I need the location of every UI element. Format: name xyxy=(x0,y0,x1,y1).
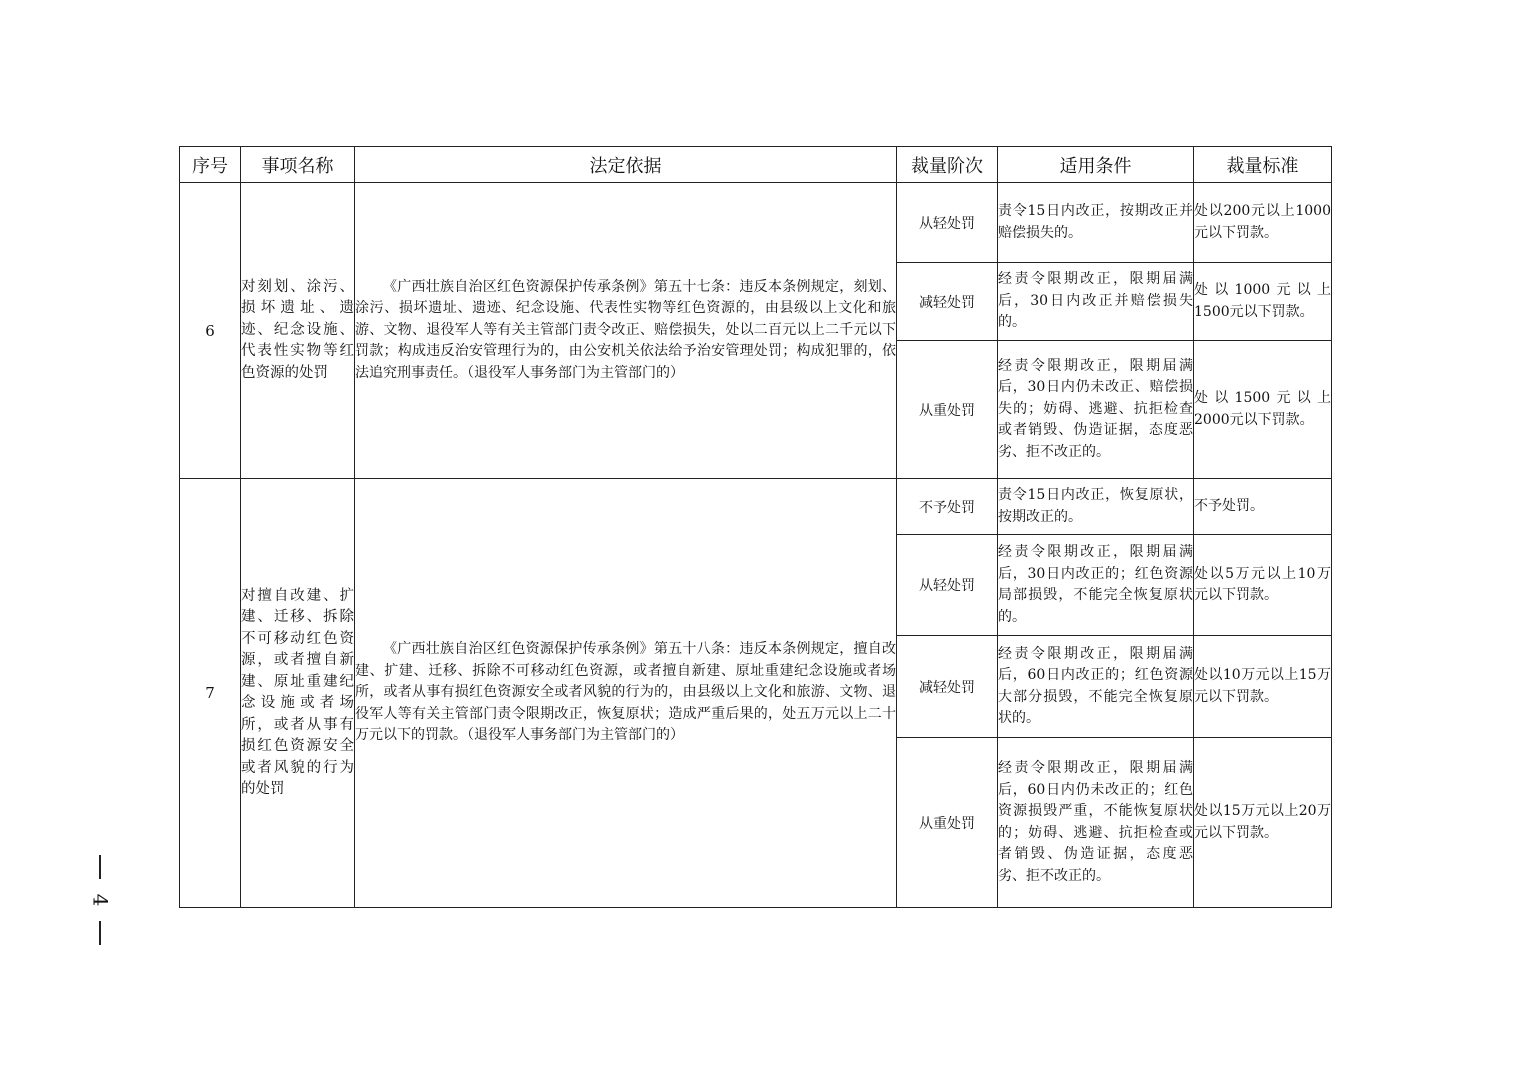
applicable-condition: 经责令限期改正，限期届满后，60日内仍未改正的；红色资源损毁严重，不能恢复原状的；妨碍、逃避、抗拒检查或者销毁、伪造证据，态度恶劣、拒不改正的。 xyxy=(998,738,1194,908)
discretion-standard: 不予处罚。 xyxy=(1194,479,1332,535)
item-seq: 6 xyxy=(180,183,241,479)
legal-basis-text: 《广西壮族自治区红色资源保护传承条例》第五十七条：违反本条例规定，刻划、涂污、损坏遗址、遗迹、纪念设施、代表性实物等红色资源的，由县级以上文化和旅游、文物、退役军人等有关主管部门责令改正、赔偿损失，处以二百元以上二千元以下罚款；构成违反治安管理行为的，由公安机关依法给予治安管理处罚；构成犯罪的，依法追究刑事责任。（退役军人事务部门为主管部门的） xyxy=(355,278,896,381)
table-header-row xyxy=(180,147,1332,183)
header-discretion-level: 裁量阶次 xyxy=(897,147,998,183)
penalty-discretion-table xyxy=(179,146,1332,908)
page-number-text: 4 xyxy=(87,893,112,907)
header-seq: 序号 xyxy=(180,147,241,183)
discretion-standard: 处以1500元以上2000元以下罚款。 xyxy=(1194,341,1332,479)
header-discretion-standard: 裁量标准 xyxy=(1194,147,1332,183)
header-applicable-conditions: 适用条件 xyxy=(998,147,1194,183)
header-legal-basis: 法定依据 xyxy=(355,147,897,183)
header-item-name: 事项名称 xyxy=(241,147,355,183)
item-legal-basis xyxy=(355,183,897,479)
table-row xyxy=(180,183,1332,263)
discretion-standard: 处以10万元以上15万元以下罚款。 xyxy=(1194,636,1332,738)
discretion-standard: 处以15万元以上20万元以下罚款。 xyxy=(1194,738,1332,908)
item-name: 对刻划、涂污、损坏遗址、遗迹、纪念设施、代表性实物等红色资源的处罚 xyxy=(241,183,355,479)
discretion-level: 从重处罚 xyxy=(897,738,998,908)
page-number xyxy=(82,855,118,945)
page-number-dash-bottom xyxy=(99,921,101,945)
discretion-level: 从轻处罚 xyxy=(897,183,998,263)
applicable-condition: 经责令限期改正，限期届满后，30日内改正的；红色资源局部损毁，不能完全恢复原状的。 xyxy=(998,535,1194,636)
discretion-level: 不予处罚 xyxy=(897,479,998,535)
discretion-level: 减轻处罚 xyxy=(897,636,998,738)
applicable-condition: 经责令限期改正，限期届满后，30日内仍未改正、赔偿损失的；妨碍、逃避、抗拒检查或者销毁、伪造证据，态度恶劣、拒不改正的。 xyxy=(998,341,1194,479)
applicable-condition: 经责令限期改正，限期届满后，30日内改正并赔偿损失的。 xyxy=(998,263,1194,341)
item-name: 对擅自改建、扩建、迁移、拆除不可移动红色资源，或者擅自新建、原址重建纪念设施或者场所，或者从事有损红色资源安全或者风貌的行为的处罚 xyxy=(241,479,355,908)
item-seq: 7 xyxy=(180,479,241,908)
legal-basis-text: 《广西壮族自治区红色资源保护传承条例》第五十八条：违反本条例规定，擅自改建、扩建、迁移、拆除不可移动红色资源，或者擅自新建、原址重建纪念设施或者场所，或者从事有损红色资源安全或者风貌的行为的，由县级以上文化和旅游、文物、退役军人等有关主管部门责令限期改正，恢复原状；造成严重后果的，处五万元以上二十万元以下的罚款。（退役军人事务部门为主管部门的） xyxy=(355,641,896,744)
discretion-standard: 处以1000元以上1500元以下罚款。 xyxy=(1194,263,1332,341)
discretion-standard: 处以5万元以上10万元以下罚款。 xyxy=(1194,535,1332,636)
applicable-condition: 责令15日内改正，恢复原状，按期改正的。 xyxy=(998,479,1194,535)
discretion-level: 从重处罚 xyxy=(897,341,998,479)
item-legal-basis xyxy=(355,479,897,908)
table-row xyxy=(180,479,1332,535)
discretion-level: 从轻处罚 xyxy=(897,535,998,636)
discretion-level: 减轻处罚 xyxy=(897,263,998,341)
discretion-standard: 处以200元以上1000元以下罚款。 xyxy=(1194,183,1332,263)
page-number-dash-top xyxy=(99,855,101,879)
applicable-condition: 责令15日内改正，按期改正并赔偿损失的。 xyxy=(998,183,1194,263)
applicable-condition: 经责令限期改正，限期届满后，60日内改正的；红色资源大部分损毁，不能完全恢复原状的。 xyxy=(998,636,1194,738)
